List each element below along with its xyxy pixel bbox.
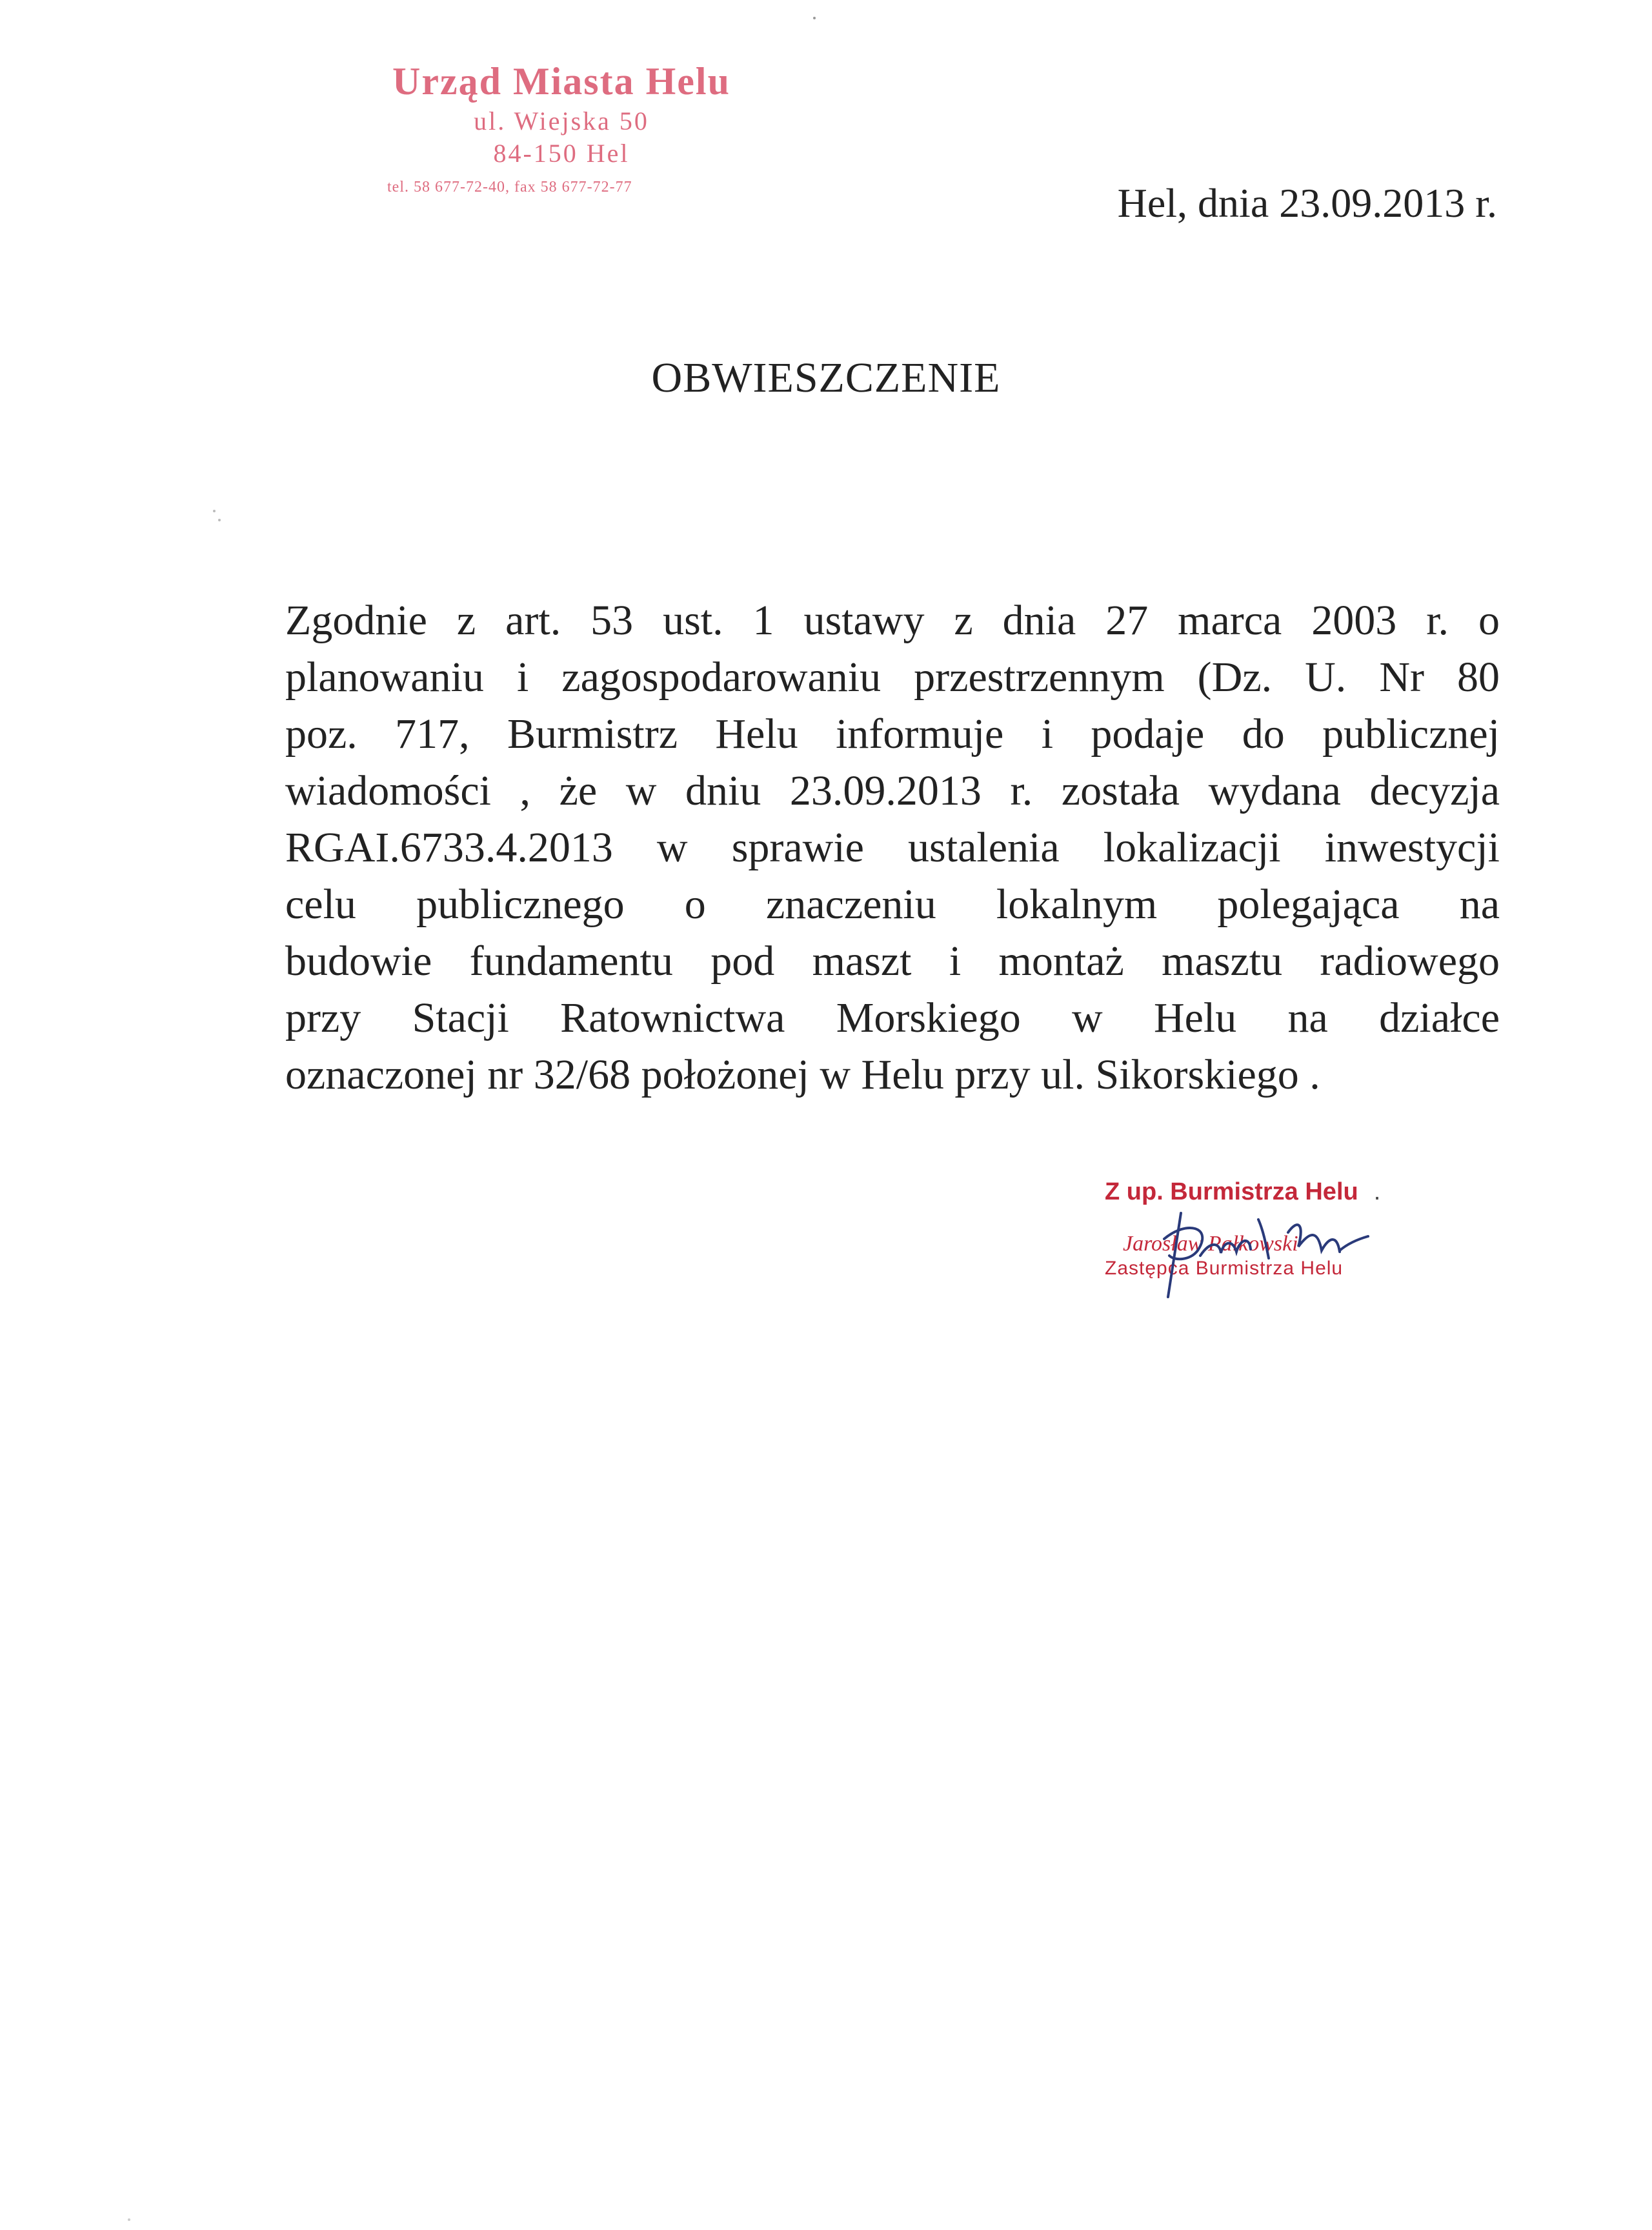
stamp-postal: 84-150 Hel [493, 139, 630, 168]
body-line: Zgodnie z art. 53 ust. 1 ustawy z dnia 27 marca 2003 r. o [285, 597, 1500, 644]
signature-authorization-text: Z up. Burmistrza Helu [1105, 1178, 1358, 1205]
handwritten-signature-icon [1136, 1194, 1381, 1303]
signature-authorization: Z up. Burmistrza Helu . [1105, 1178, 1381, 1205]
stamp-office-name: Urząd Miasta Helu [392, 60, 730, 103]
office-stamp [361, 62, 761, 195]
body-line: RGAI.6733.4.2013 w sprawie ustalenia lokalizacji inwestycji [285, 824, 1500, 871]
stamp-street: ul. Wiejska 50 [474, 106, 649, 136]
signature-position: Zastępca Burmistrza Helu [1105, 1258, 1344, 1279]
stamp-contact: tel. 58 677-72-40, fax 58 677-72-77 [387, 179, 632, 196]
document-title: OBWIESZCZENIE [651, 354, 1001, 401]
document-body [285, 592, 1500, 1103]
body-line: przy Stacji Ratownictwa Morskiego w Helu na działce [285, 994, 1500, 1041]
body-line: poz. 717, Burmistrz Helu informuje i podaje do publicznej [285, 710, 1500, 758]
signature-name: Jarosław Pałkowski [1123, 1232, 1298, 1256]
body-line: budowie fundamentu pod maszt i montaż masztu radiowego [285, 938, 1500, 985]
body-line: planowaniu i zagospodarowaniu przestrzennym (Dz. U. Nr 80 [285, 654, 1500, 701]
body-line: wiadomości , że w dniu 23.09.2013 r. została wydana decyzja [285, 767, 1500, 814]
body-line: celu publicznego o znaczeniu lokalnym polegająca na [285, 881, 1500, 928]
document-date: Hel, dnia 23.09.2013 r. [1117, 180, 1497, 226]
body-line: oznaczonej nr 32/68 położonej w Helu przy ul. Sikorskiego . [285, 1051, 1320, 1098]
